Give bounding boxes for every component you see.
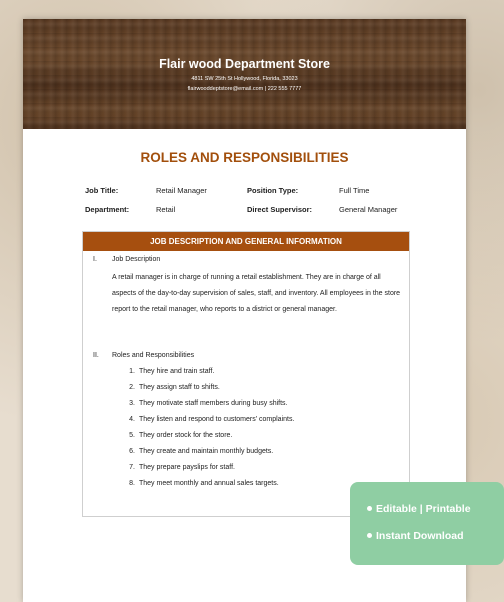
department-value: Retail xyxy=(156,205,176,214)
bullet-icon xyxy=(367,506,372,511)
department-label: Department: xyxy=(85,205,130,214)
template-features-badge xyxy=(350,482,504,565)
wood-header xyxy=(23,19,466,129)
part1-label: Job Description xyxy=(112,256,161,263)
list-item: They assign staff to shifts. xyxy=(139,384,220,391)
list-item-number: 8. xyxy=(129,480,135,487)
store-contact: flairwooddeptstore@email.com | 222 555 7777 xyxy=(187,86,302,92)
list-item-number: 3. xyxy=(129,400,135,407)
document-title: ROLES AND RESPONSIBILITIES xyxy=(140,150,349,165)
list-item-number: 6. xyxy=(129,448,135,455)
bullet-icon xyxy=(367,533,372,538)
store-name: Flair wood Department Store xyxy=(159,57,330,71)
list-item-number: 2. xyxy=(129,384,135,391)
badge-line-editable: Editable | Printable xyxy=(367,503,471,515)
list-item-number: 4. xyxy=(129,416,135,423)
section-heading: JOB DESCRIPTION AND GENERAL INFORMATION xyxy=(83,232,409,251)
list-item: They meet monthly and annual sales targets. xyxy=(139,480,279,487)
list-item: They motivate staff members during busy shifts. xyxy=(139,400,288,407)
list-item: They order stock for the store. xyxy=(139,432,233,439)
list-item: They listen and respond to customers' complaints. xyxy=(139,416,295,423)
badge-line-download: Instant Download xyxy=(367,530,464,542)
store-address: 4811 SW 25th St Hollywood, Florida, 33023 xyxy=(191,76,298,82)
part2-label: Roles and Responsibilities xyxy=(112,352,195,359)
job-title-value: Retail Manager xyxy=(156,186,207,195)
supervisor-label: Direct Supervisor: xyxy=(247,205,313,214)
job-description-section xyxy=(82,231,410,517)
supervisor-value: General Manager xyxy=(339,205,398,214)
job-title-label: Job Title: xyxy=(85,186,119,195)
list-item: They hire and train staff. xyxy=(139,368,215,375)
list-item: They prepare payslips for staff. xyxy=(139,464,235,471)
job-description-text: A retail manager is in charge of running a retail establishment. They are in charge of all aspects of the day-to-day supervision of sales, staff, and inventory. All employees in the store report to the retail manager, who reports to a district or general manager. xyxy=(112,274,401,313)
part2-number: II. xyxy=(93,352,99,359)
list-item-number: 7. xyxy=(129,464,135,471)
position-type-label: Position Type: xyxy=(247,186,299,195)
list-item-number: 1. xyxy=(129,368,135,375)
list-item: They create and maintain monthly budgets. xyxy=(139,448,274,455)
list-item-number: 5. xyxy=(129,432,135,439)
part1-number: I. xyxy=(93,256,97,263)
position-type-value: Full Time xyxy=(339,186,370,195)
